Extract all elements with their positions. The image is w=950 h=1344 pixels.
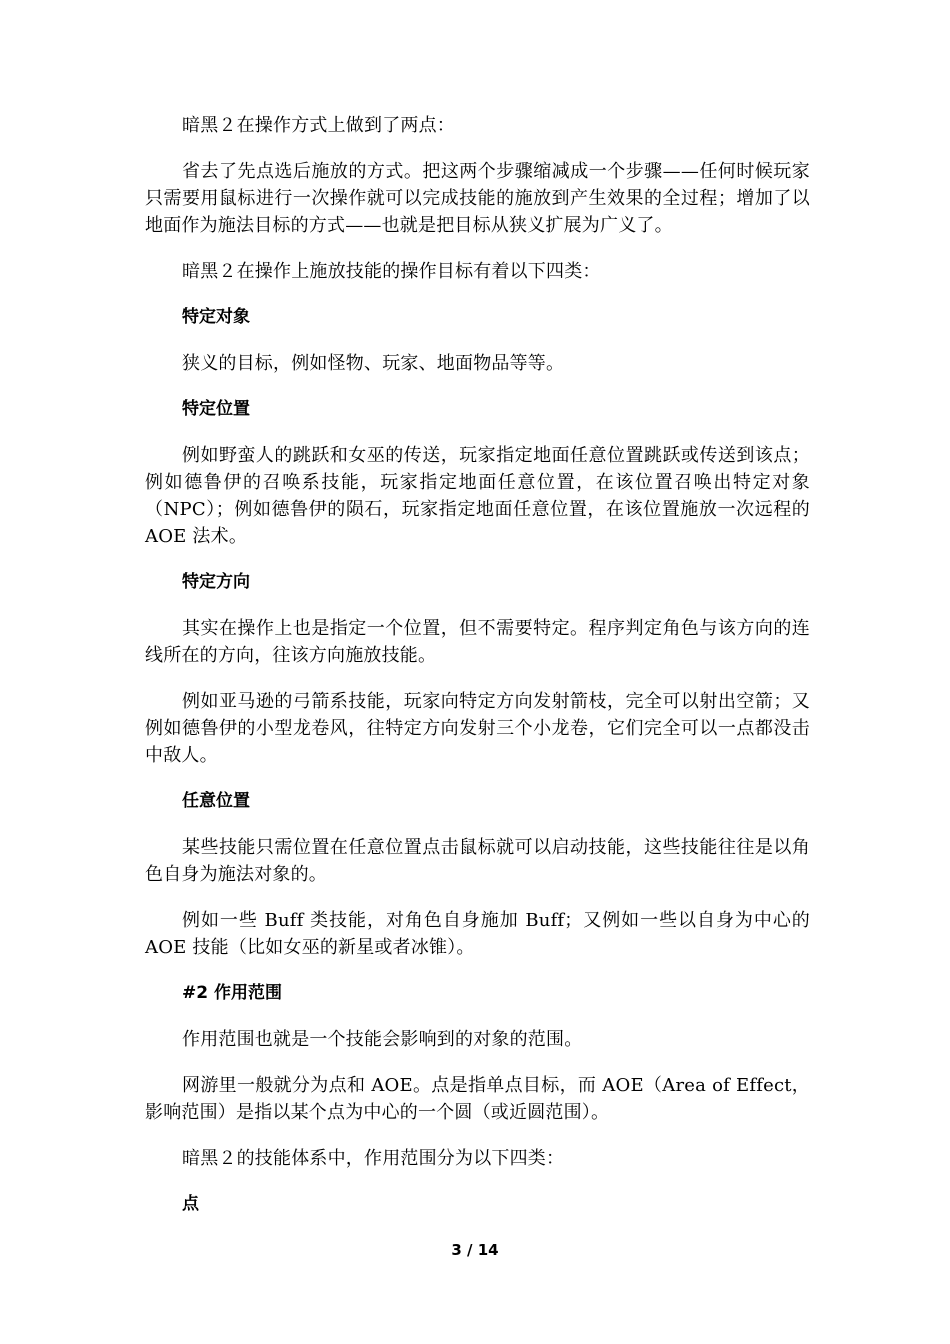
section-heading: #2 作用范围: [182, 983, 282, 1003]
paragraph: 例如野蛮人的跳跃和女巫的传送，玩家指定地面任意位置跳跃或传送到该点；例如德鲁伊的召唤系技能，玩家指定地面任意位置，在该位置召唤出特定对象（NPC）；例如德鲁伊的陨石，玩家指定地面任意位置，在该位置施放一次远程的 AOE 法术。: [145, 445, 810, 547]
section-heading: 任意位置: [182, 791, 250, 811]
paragraph: 网游里一般就分为点和 AOE。点是指单点目标，而 AOE（Area of Effect，影响范围）是指以某个点为中心的一个圆（或近圆范围）。: [145, 1075, 810, 1123]
paragraph: 某些技能只需位置在任意位置点击鼠标就可以启动技能，这些技能往往是以角色自身为施法对象的。: [145, 837, 810, 885]
section-heading: 点: [182, 1194, 199, 1214]
page-number: 3 / 14: [451, 1241, 499, 1259]
section-heading: 特定对象: [182, 307, 250, 327]
paragraph: 例如亚马逊的弓箭系技能，玩家向特定方向发射箭枝，完全可以射出空箭；又例如德鲁伊的小型龙卷风，往特定方向发射三个小龙卷，它们完全可以一点都没击中敌人。: [145, 691, 810, 766]
section-heading: 特定位置: [182, 399, 250, 419]
paragraph: 暗黑２在操作上施放技能的操作目标有着以下四类：: [182, 261, 601, 282]
paragraph: 其实在操作上也是指定一个位置，但不需要特定。程序判定角色与该方向的连线所在的方向，往该方向施放技能。: [145, 618, 810, 666]
paragraph: 省去了先点选后施放的方式。把这两个步骤缩减成一个步骤——任何时候玩家只需要用鼠标进行一次操作就可以完成技能的施放到产生效果的全过程；增加了以地面作为施法目标的方式——也就是把目标从狭义扩展为广义了。: [145, 161, 810, 236]
paragraph: 狭义的目标，例如怪物、玩家、地面物品等等。: [182, 353, 565, 374]
paragraph: 例如一些 Buff 类技能，对角色自身施加 Buff；又例如一些以自身为中心的 AOE 技能（比如女巫的新星或者冰锥）。: [145, 910, 810, 958]
paragraph: 暗黑２的技能体系中，作用范围分为以下四类：: [182, 1148, 565, 1169]
paragraph: 作用范围也就是一个技能会影响到的对象的范围。: [182, 1029, 583, 1050]
document-page: [145, 112, 810, 1237]
paragraph: 暗黑２在操作方式上做到了两点：: [182, 115, 455, 136]
section-heading: 特定方向: [182, 572, 250, 592]
